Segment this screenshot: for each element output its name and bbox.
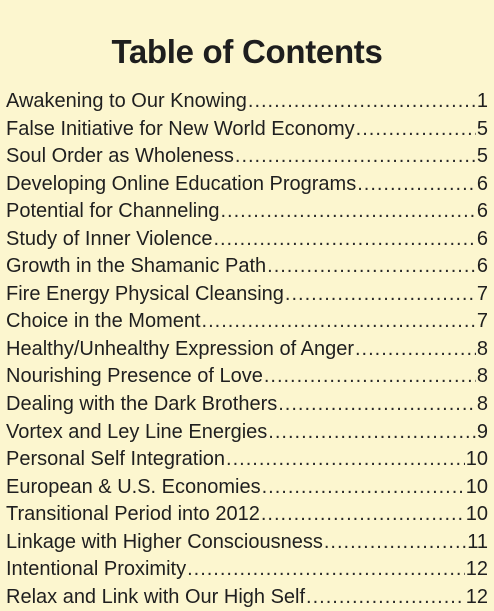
toc-entry[interactable] — [6, 474, 488, 502]
dot-leader — [356, 116, 476, 144]
toc-entry-title: Intentional Proximity — [6, 558, 187, 581]
toc-entry[interactable] — [6, 336, 488, 364]
toc-entry[interactable] — [6, 419, 488, 447]
toc-entry-page-number: 12 — [465, 558, 488, 581]
toc-entry[interactable] — [6, 501, 488, 529]
toc-entry-page-number: 8 — [476, 365, 488, 388]
toc-entry-page-number: 7 — [476, 310, 488, 333]
toc-entry-title: Healthy/Unhealthy Expression of Anger — [6, 337, 354, 360]
toc-entry-page-number: 1 — [476, 90, 488, 112]
dot-leader — [357, 171, 476, 199]
toc-entry-title: Vortex and Ley Line Energies — [6, 420, 268, 443]
toc-entry-page-number: 10 — [465, 503, 488, 526]
toc-entry-page-number: 5 — [476, 117, 488, 140]
dot-leader — [235, 143, 476, 171]
dot-leader — [268, 419, 476, 447]
toc-entry-title: European & U.S. Economies — [6, 475, 261, 498]
toc-entry-page-number: 6 — [476, 200, 488, 223]
toc-entry[interactable] — [6, 363, 488, 391]
toc-entry-title: Relax and Link with Our High Self — [6, 585, 306, 608]
toc-entry-title: Personal Self Integration — [6, 448, 226, 471]
toc-entry-title: Transitional Period into 2012 — [6, 503, 260, 526]
dot-leader — [264, 363, 476, 391]
toc-entry-title: Developing Online Education Programs — [6, 172, 357, 195]
dot-leader — [278, 391, 476, 419]
dot-leader — [306, 584, 465, 611]
toc-entry[interactable] — [6, 391, 488, 419]
toc-entry-page-number: 10 — [465, 448, 488, 471]
toc-entry-page-number: 8 — [476, 393, 488, 416]
toc-entry-page-number: 10 — [465, 475, 488, 498]
toc-entry-page-number: 11 — [467, 530, 488, 553]
toc-entry[interactable] — [6, 116, 488, 144]
toc-entry[interactable] — [6, 226, 488, 254]
page-title: Table of Contents — [111, 33, 383, 71]
toc-entry-title: Study of Inner Violence — [6, 227, 213, 250]
toc-entry[interactable] — [6, 281, 488, 309]
toc-entry-title: Choice in the Moment — [6, 310, 201, 333]
toc-entry-page-number: 5 — [476, 145, 488, 168]
toc-entry-page-number: 6 — [476, 255, 488, 278]
dot-leader — [355, 336, 476, 364]
dot-leader — [248, 88, 476, 116]
dot-leader — [226, 446, 465, 474]
toc-entry-title: False Initiative for New World Economy — [6, 117, 355, 140]
toc-entry[interactable] — [6, 584, 488, 611]
dot-leader — [261, 501, 465, 529]
toc-entry[interactable] — [6, 143, 488, 171]
dot-leader — [220, 198, 475, 226]
toc-entry-title: Dealing with the Dark Brothers — [6, 393, 278, 416]
toc-entry-page-number: 6 — [476, 227, 488, 250]
toc-entry-title: Fire Energy Physical Cleansing — [6, 282, 284, 305]
toc-entry[interactable] — [6, 529, 488, 557]
dot-leader — [202, 308, 476, 336]
toc-entry[interactable] — [6, 446, 488, 474]
toc-entry[interactable] — [6, 88, 488, 116]
toc-entry-page-number: 6 — [476, 172, 488, 195]
dot-leader — [187, 556, 465, 584]
toc-entry-title: Awakening to Our Knowing — [6, 90, 247, 112]
toc-entry-page-number: 7 — [476, 282, 488, 305]
toc-entry[interactable] — [6, 171, 488, 199]
toc-entry-title: Nourishing Presence of Love — [6, 365, 263, 388]
toc-entry-page-number: 8 — [476, 337, 488, 360]
toc-entry-title: Soul Order as Wholeness — [6, 145, 234, 168]
toc-entry-page-number: 9 — [476, 420, 488, 443]
dot-leader — [267, 253, 476, 281]
toc-entry[interactable] — [6, 308, 488, 336]
toc-entry-title: Growth in the Shamanic Path — [6, 255, 267, 278]
toc-entry-page-number: 12 — [465, 585, 488, 608]
toc-entry-title: Potential for Channeling — [6, 200, 220, 223]
toc-entry-title: Linkage with Higher Consciousness — [6, 530, 323, 553]
toc-entry[interactable] — [6, 198, 488, 226]
dot-leader — [285, 281, 476, 309]
dot-leader — [262, 474, 465, 502]
dot-leader — [213, 226, 475, 254]
dot-leader — [324, 529, 466, 557]
toc-list — [6, 88, 488, 611]
toc-entry[interactable] — [6, 253, 488, 281]
toc-entry[interactable] — [6, 556, 488, 584]
